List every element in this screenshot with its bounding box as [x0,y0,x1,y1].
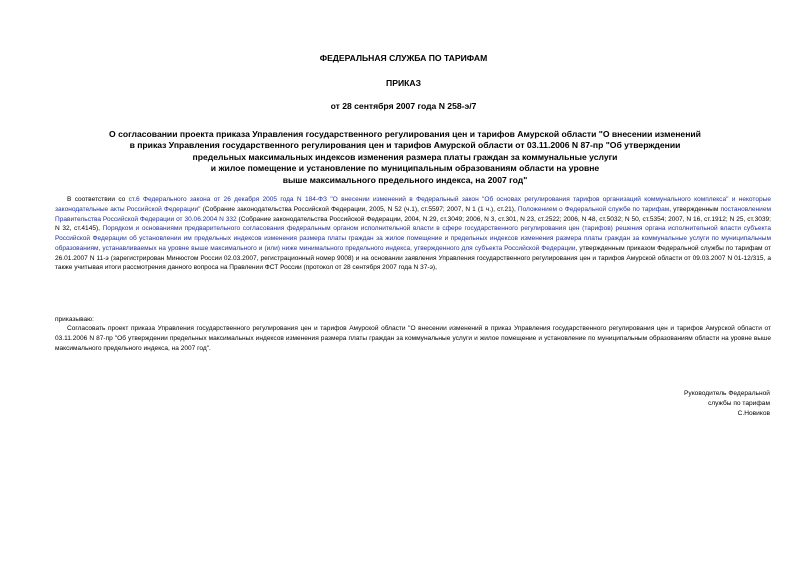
signature-name: С.Новиков [737,410,770,417]
fst-regulation-link[interactable]: Положением о Федеральной службе по тарифам [517,205,670,213]
order-text: Согласовать проект приказа Управления государственного регулирования цен и тарифов Амурской области "О внесении изменений в приказ Управления государственного регулирования цен и тарифов Амурской области от 03.11.2006 N 87-пр "Об утверждении предельных максимальных индексов изменения размера платы граждан за коммунальные услуги и жилое помещение и установление по муниципальным образованиям области на уровне выше максимального предельного индекса, на 2007 год". [55,325,771,352]
document-type: ПРИКАЗ [386,78,421,88]
order-paragraph [55,324,771,353]
signature-position: Руководитель Федеральной [684,390,770,397]
preamble-text: В соответствии со [67,196,129,203]
title-line: и жилое помещение и установление по муниципальным образованиям области на уровне [210,163,600,174]
title-line: в приказ Управления государственного регулирования цен и тарифов Амурской области от 03.11.2006 N 87-пр "Об утверждении [129,140,681,151]
title-line: О согласовании проекта приказа Управления государственного регулирования цен и тарифов Амурской области "О внесении изменений [109,129,701,139]
preamble-text: , утвержденным [669,205,721,213]
signature-block [620,389,770,419]
signature-position-cont: службы по тарифам [707,400,770,407]
document-title [80,129,730,186]
preamble-text: , утвержденным приказом Федеральной службы по тарифам от 26.01.2007 N 11-э (зарегистрирован Минюстом России 02.03.2007, регистрационный номер 9008) и на основании заявления Управления государственного регулирования цен и тарифов Амурской области от 09.03.2007 N 01-12/315, а также учитывая итоги рассмотрения данного вопроса на Правлении ФСТ России (протокол от 28 сентября 2007 года N 37-э), [55,244,771,272]
title-line: предельных максимальных индексов изменения размера платы граждан за коммунальные услуги [192,151,618,162]
government-resolution-link[interactable]: постановлением Правительства Российской Федерации от 30.06.2004 N 332 [55,205,771,223]
title-line: выше максимального предельного индекса, на 2007 год" [282,174,528,185]
law-184-fz-link[interactable]: ст.6 Федерального закона от 26 декабря 2005 года N 184-ФЗ "О внесении изменений в Федеральный закон "Об основах регулирования тарифов организаций коммунального комплекса" и некоторые законодательные акты Российской Федерации" [55,196,771,213]
order-word: приказываю: [55,316,94,323]
document-date-number: от 28 сентября 2007 года N 258-э/7 [330,101,477,111]
preamble-paragraph [55,195,771,273]
agency-heading: ФЕДЕРАЛЬНАЯ СЛУЖБА ПО ТАРИФАМ [319,53,488,63]
preamble-text: (Собрание законодательства Российской Федерации, 2005, N 52 (ч.1), ст.5597; 2007, N 1 (1 ч.), ст.21), [200,205,518,213]
preamble-text: (Собрание законодательства Российской Федерации, 2004, N 29, ст.3049; 2006, N 3, ст.301, N 23, ст.2522; 2006, N 48, ст.5032; N 50, ст.5354; 2007, N 16, ст.1912; N 25, ст.3039; N 32, ст.4145), [55,215,772,233]
approval-procedure-link[interactable]: Порядком и основаниями предварительного согласования федеральным органом исполнительной власти в сфере государственного регулирования цен (тарифов) решения органа исполнительной власти субъекта Российской Федерации об установлении им предельных индексов изменения размера платы граждан за жилое помещение и предельных индексов изменения размера платы граждан за коммунальные услуги по муниципальным образованиям, устанавливаемых на уровне выше максимального и (или) ниже минимального предельного индекса, утвержденного для субъекта Российской Федерации [55,225,771,252]
